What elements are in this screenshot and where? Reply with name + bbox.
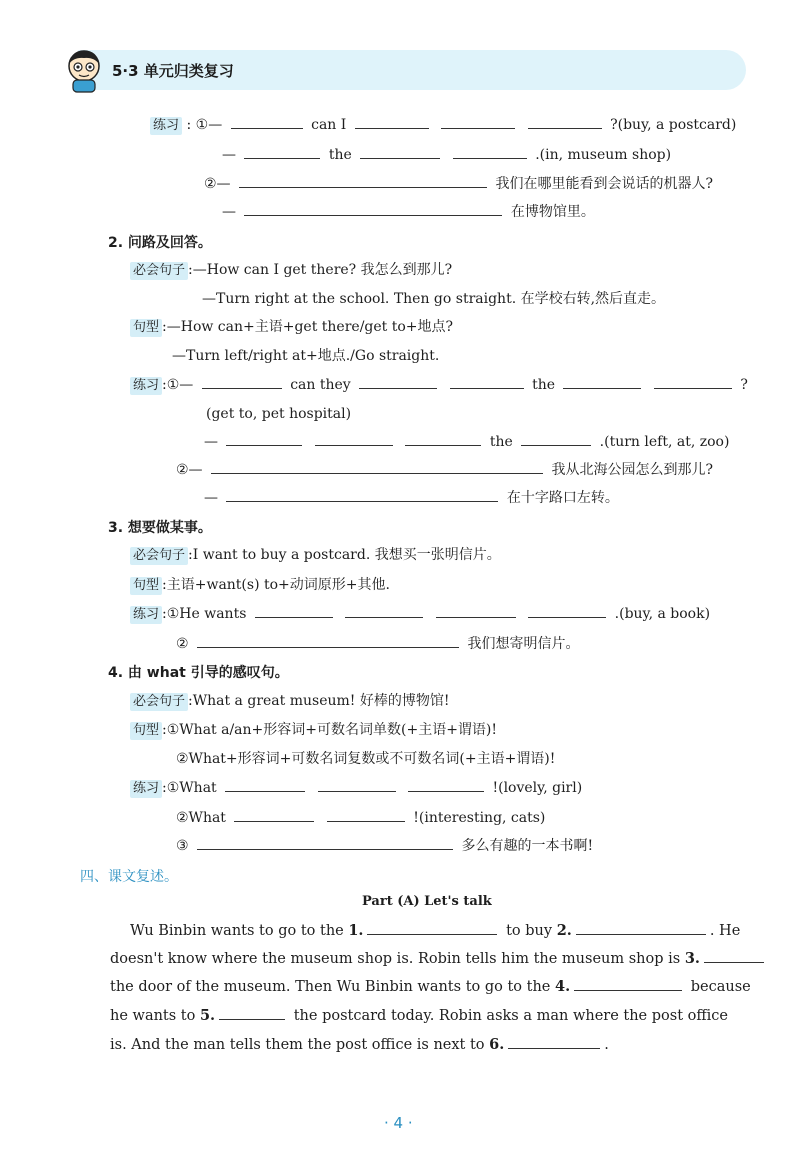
sec4-pattern2: ②What+形容词+可数名词复数或不可数名词(+主语+谓语)! bbox=[176, 751, 556, 767]
retell-line-2: doesn't know where the museum shop is. Robin tells him the museum shop is 3. bbox=[110, 950, 768, 968]
answer-blank[interactable] bbox=[231, 116, 303, 129]
mascot-icon bbox=[64, 48, 104, 94]
sec1-q2a: ②— 我们在哪里能看到会说话的机器人? bbox=[204, 176, 713, 192]
sec4-pattern1: 句型 :①What a/an+形容词+可数名词单数(+主语+谓语)! bbox=[130, 721, 497, 740]
retell-line-1: Wu Binbin wants to go to the 1. to buy 2. . He bbox=[130, 922, 741, 939]
answer-blank[interactable] bbox=[197, 837, 453, 850]
sec4-heading: 4. 由 what 引导的感叹句。 bbox=[108, 665, 289, 681]
answer-blank[interactable] bbox=[211, 461, 543, 474]
practice-tag: 练习 bbox=[130, 606, 162, 624]
answer-blank[interactable] bbox=[234, 809, 314, 822]
retell-heading: 四、课文复述。 bbox=[80, 869, 178, 885]
retell-blank-5[interactable] bbox=[219, 1007, 285, 1020]
retell-blank-1[interactable] bbox=[367, 922, 497, 935]
sec3-p1: 练习 :①He wants .(buy, a book) bbox=[130, 605, 710, 624]
retell-blank-2[interactable] bbox=[576, 922, 706, 935]
answer-blank[interactable] bbox=[563, 376, 641, 389]
answer-blank[interactable] bbox=[408, 779, 484, 792]
answer-blank[interactable] bbox=[315, 433, 393, 446]
answer-blank[interactable] bbox=[450, 376, 524, 389]
sec1-q1b: — the .(in, museum shop) bbox=[222, 147, 672, 163]
answer-blank[interactable] bbox=[225, 779, 305, 792]
answer-blank[interactable] bbox=[345, 605, 423, 618]
sec4-p1: 练习 :①What !(lovely, girl) bbox=[130, 779, 582, 798]
sec1-q2b: — 在博物馆里。 bbox=[222, 204, 595, 220]
sec2-p2b: — 在十字路口左转。 bbox=[204, 490, 619, 506]
page-number: · 4 · bbox=[384, 1114, 413, 1132]
answer-blank[interactable] bbox=[359, 376, 437, 389]
retell-blank-6[interactable] bbox=[508, 1036, 600, 1049]
answer-blank[interactable] bbox=[528, 116, 602, 129]
practice-tag: 练习 bbox=[130, 377, 162, 395]
sec2-pattern2: —Turn left/right at+地点./Go straight. bbox=[172, 348, 440, 364]
pattern-tag: 句型 bbox=[130, 722, 162, 740]
sec2-p1hint: (get to, pet hospital) bbox=[206, 406, 352, 422]
sec3-must1: 必会句子 :I want to buy a postcard. 我想买一张明信片。 bbox=[130, 546, 501, 565]
sec1-q1a: 练习 : ①— can I ?(buy, a postcard) bbox=[150, 116, 736, 135]
sec3-heading: 3. 想要做某事。 bbox=[108, 520, 212, 536]
answer-blank[interactable] bbox=[327, 809, 405, 822]
answer-blank[interactable] bbox=[244, 146, 320, 159]
sec3-p2: ② 我们想寄明信片。 bbox=[176, 636, 580, 652]
answer-blank[interactable] bbox=[202, 376, 282, 389]
answer-blank[interactable] bbox=[441, 116, 515, 129]
answer-blank[interactable] bbox=[355, 116, 429, 129]
sec2-p2a: ②— 我从北海公园怎么到那儿? bbox=[176, 462, 713, 478]
answer-blank[interactable] bbox=[226, 489, 498, 502]
sec2-pattern1: 句型 :—How can+主语+get there/get to+地点? bbox=[130, 318, 453, 337]
answer-blank[interactable] bbox=[197, 635, 459, 648]
retell-line-3: the door of the museum. Then Wu Binbin wants to go to the 4. because bbox=[110, 978, 751, 995]
answer-blank[interactable] bbox=[654, 376, 732, 389]
answer-blank[interactable] bbox=[360, 146, 440, 159]
header-title: 5·3 单元归类复习 bbox=[112, 62, 234, 80]
sec4-p3: ③ 多么有趣的一本书啊! bbox=[176, 838, 594, 854]
retell-blank-3[interactable] bbox=[704, 950, 764, 963]
retell-blank-4[interactable] bbox=[574, 978, 682, 991]
retell-line-5: is. And the man tells them the post office is next to 6. . bbox=[110, 1036, 609, 1053]
answer-blank[interactable] bbox=[239, 175, 487, 188]
sec2-heading: 2. 问路及回答。 bbox=[108, 235, 212, 251]
sec2-must2: —Turn right at the school. Then go straight. 在学校右转,然后直走。 bbox=[202, 291, 666, 307]
practice-tag: 练习 bbox=[130, 780, 162, 798]
must-tag: 必会句子 bbox=[130, 693, 188, 711]
answer-blank[interactable] bbox=[318, 779, 396, 792]
part-title: Part (A) Let's talk bbox=[362, 894, 492, 909]
sec2-p1b: — the .(turn left, at, zoo) bbox=[204, 434, 730, 450]
pattern-tag: 句型 bbox=[130, 319, 162, 337]
practice-tag: 练习 bbox=[150, 117, 182, 135]
answer-blank[interactable] bbox=[453, 146, 527, 159]
answer-blank[interactable] bbox=[226, 433, 302, 446]
retell-line-4: he wants to 5. the postcard today. Robin asks a man where the post office bbox=[110, 1007, 729, 1024]
answer-blank[interactable] bbox=[405, 433, 481, 446]
sec3-pattern1: 句型 :主语+want(s) to+动词原形+其他. bbox=[130, 576, 390, 595]
sec2-p1a: 练习 :①— can they the ? bbox=[130, 376, 748, 395]
must-tag: 必会句子 bbox=[130, 547, 188, 565]
answer-blank[interactable] bbox=[436, 605, 516, 618]
sec2-must1: 必会句子 :—How can I get there? 我怎么到那儿? bbox=[130, 261, 452, 280]
sec4-must1: 必会句子 :What a great museum! 好棒的博物馆! bbox=[130, 692, 449, 711]
answer-blank[interactable] bbox=[255, 605, 333, 618]
must-tag: 必会句子 bbox=[130, 262, 188, 280]
answer-blank[interactable] bbox=[528, 605, 606, 618]
answer-blank[interactable] bbox=[521, 433, 591, 446]
answer-blank[interactable] bbox=[244, 203, 502, 216]
pattern-tag: 句型 bbox=[130, 577, 162, 595]
sec4-p2: ②What !(interesting, cats) bbox=[176, 810, 546, 826]
